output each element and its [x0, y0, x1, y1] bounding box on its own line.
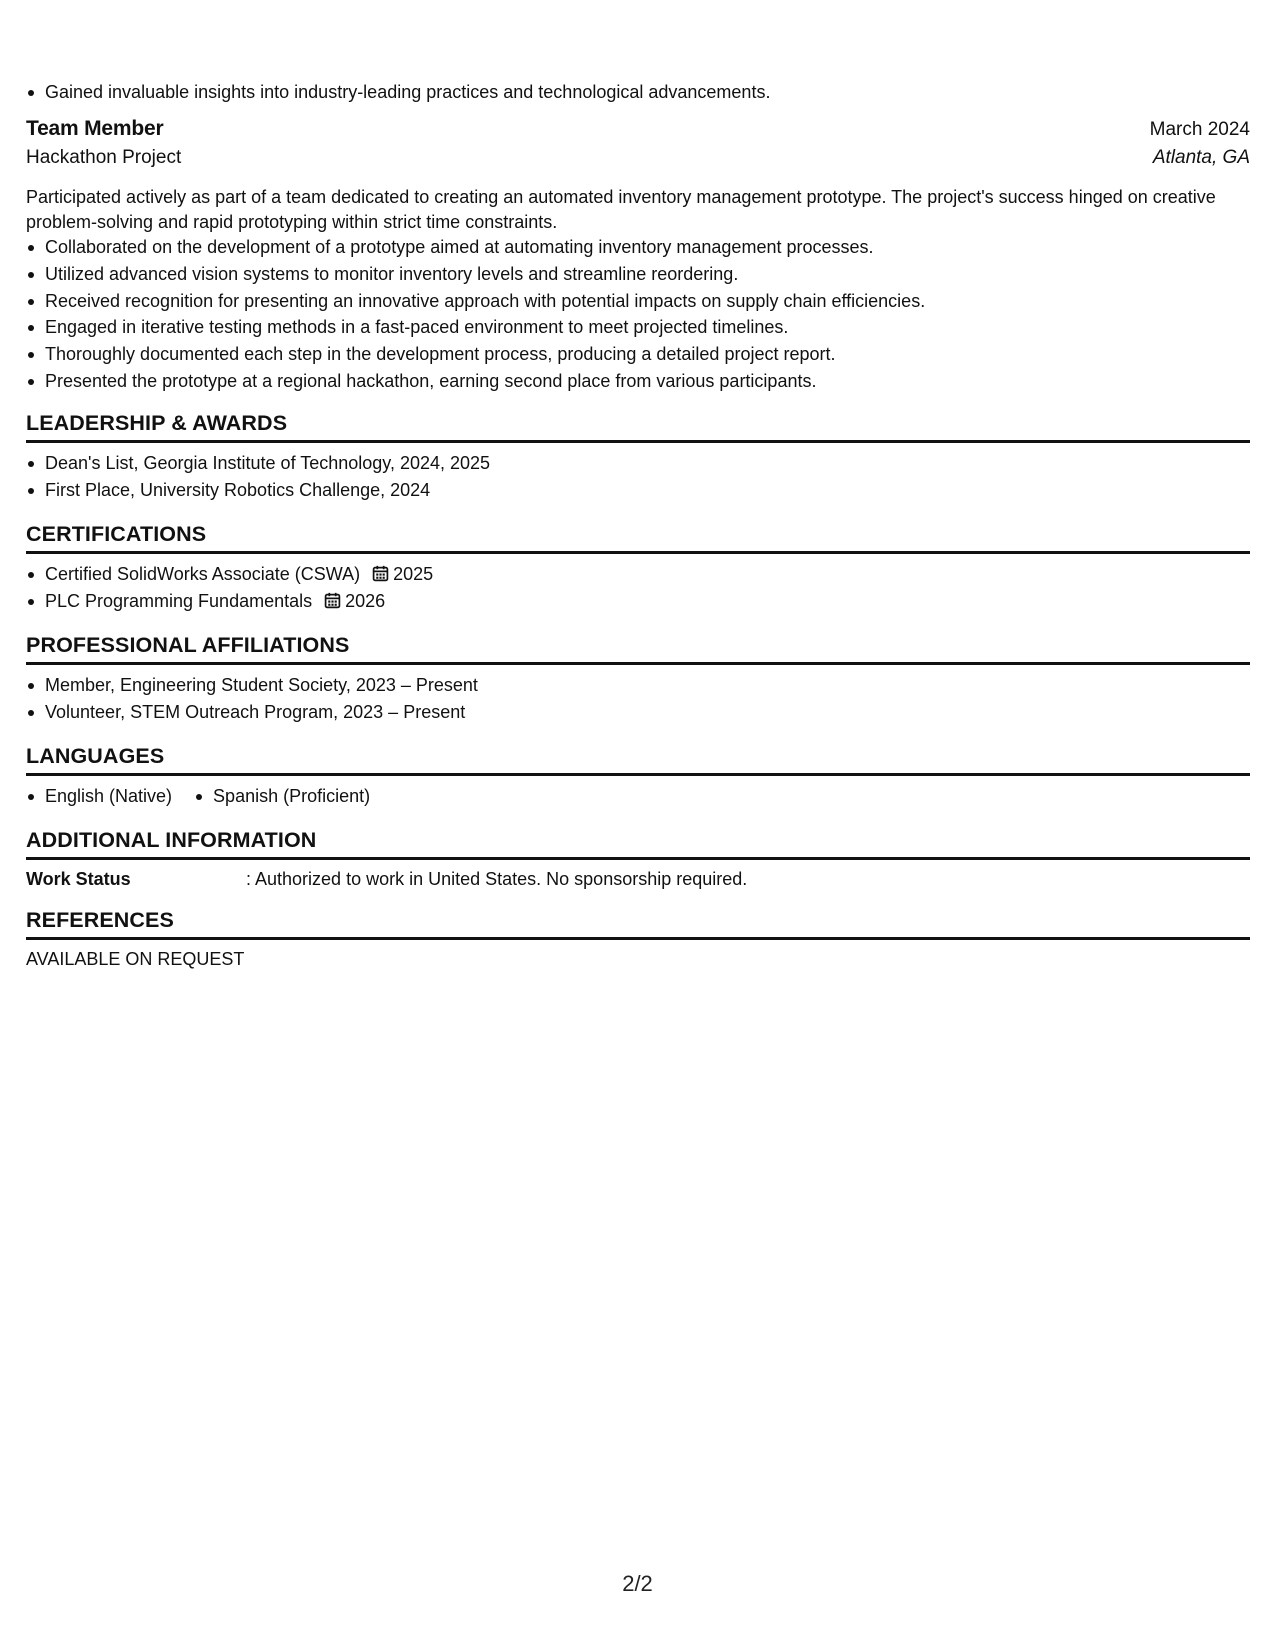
list-item: Presented the prototype at a regional hackathon, earning second place from various participants.: [26, 368, 1250, 395]
section-title: REFERENCES: [26, 908, 1250, 940]
section-title: LEADERSHIP & AWARDS: [26, 411, 1250, 443]
list-item: Gained invaluable insights into industry-leading practices and technological advancements.: [26, 79, 1250, 106]
list-item: Engaged in iterative testing methods in a fast-paced environment to meet projected timelines.: [26, 314, 1250, 341]
additional-info-section: [26, 828, 1250, 891]
job-summary: Participated actively as part of a team dedicated to creating an automated inventory management prototype. The project's success hinged on creative problem-solving and rapid prototyping within strict time constraints.: [26, 187, 1216, 232]
languages-list: [26, 783, 1250, 810]
work-status-value: : Authorized to work in United States. No sponsorship required.: [246, 869, 748, 889]
section-title: PROFESSIONAL AFFILIATIONS: [26, 633, 1250, 665]
certification-name: Certified SolidWorks Associate (CSWA): [45, 564, 361, 584]
certification-name: PLC Programming Fundamentals: [45, 590, 313, 611]
list-item: Dean's List, Georgia Institute of Technology, 2024, 2025: [26, 450, 1250, 477]
work-status-row: [26, 867, 1250, 891]
list-item: Thoroughly documented each step in the development process, producing a detailed project report.: [26, 341, 1250, 368]
list-item: Utilized advanced vision systems to monitor inventory levels and streamline reordering.: [26, 261, 1250, 288]
affiliations-list: [26, 672, 1250, 726]
references-text: AVAILABLE ON REQUEST: [26, 949, 245, 969]
page-number: 2/2: [622, 1571, 653, 1596]
leadership-list: [26, 450, 1250, 504]
job-location: Atlanta, GA: [1152, 147, 1250, 168]
job-organization: Hackathon Project: [26, 147, 182, 168]
section-title: LANGUAGES: [26, 744, 1250, 776]
job-date: March 2024: [1149, 119, 1250, 140]
experience-header: [26, 117, 1250, 169]
certifications-section: [26, 522, 1250, 615]
list-item: Member, Engineering Student Society, 2023 – Present: [26, 672, 1250, 699]
list-item: Received recognition for presenting an innovative approach with potential impacts on supply chain efficiencies.: [26, 288, 1250, 315]
list-item: First Place, University Robotics Challenge, 2024: [26, 477, 1250, 504]
certifications-list: [26, 561, 1250, 615]
previous-job-bullets: [26, 79, 1250, 106]
certification-year: 2026: [345, 590, 386, 611]
list-item: Collaborated on the development of a prototype aimed at automating inventory management processes.: [26, 234, 1250, 261]
certification-year: 2025: [393, 564, 434, 584]
list-item: Volunteer, STEM Outreach Program, 2023 – Present: [26, 699, 1250, 726]
list-item: [26, 588, 1250, 615]
affiliations-section: [26, 633, 1250, 726]
leadership-section: [26, 411, 1250, 504]
references-section: [26, 908, 1250, 971]
languages-section: [26, 744, 1250, 810]
job-bullets: [26, 234, 1250, 395]
list-item: English (Native): [26, 783, 172, 810]
section-title: CERTIFICATIONS: [26, 522, 1250, 554]
calendar-icon: [324, 592, 341, 609]
calendar-icon: [372, 565, 389, 582]
list-item: Spanish (Proficient): [194, 783, 370, 810]
job-role: Team Member: [26, 117, 164, 140]
section-title: ADDITIONAL INFORMATION: [26, 828, 1250, 860]
work-status-label: Work Status: [26, 869, 131, 889]
list-item: [26, 561, 1250, 588]
